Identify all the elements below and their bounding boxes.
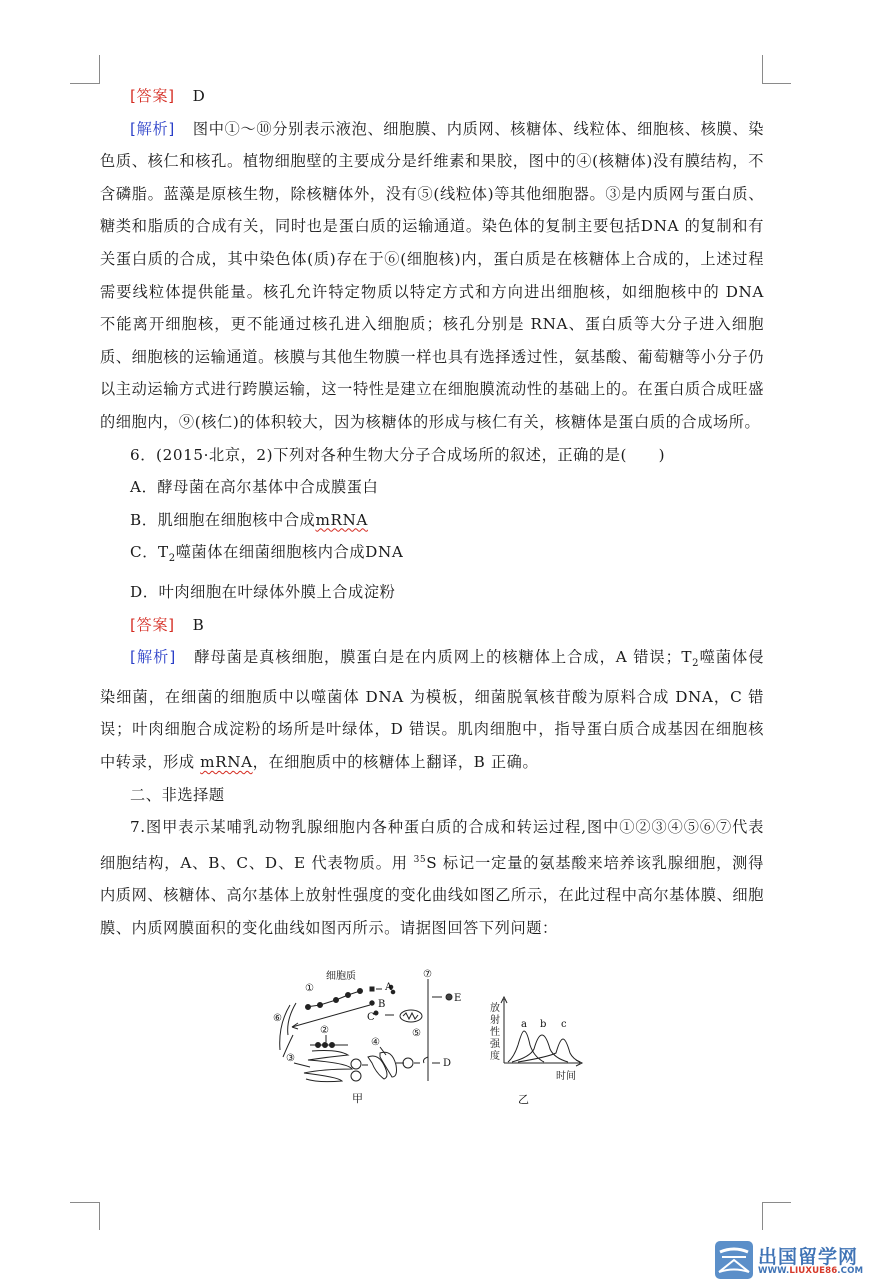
cell-membrane-arc (280, 1005, 290, 1050)
answer-label: [答案] (130, 615, 175, 634)
er-ribosome (323, 1043, 328, 1048)
figure-area (268, 965, 608, 1115)
ylabel-char-5: 度 (490, 1051, 500, 1062)
option-letter: B． (130, 510, 158, 529)
vesicle (351, 1059, 361, 1069)
answer-label: [答案] (130, 87, 175, 105)
url-suffix: .COM (837, 1266, 864, 1276)
watermark-url (758, 1266, 863, 1276)
analysis-2 (100, 641, 764, 778)
analysis-text-1: 酵母菌是真核细胞，膜蛋白是在内质网上的核糖体上合成，A 错误；T (193, 648, 693, 667)
option-subscript: 2 (168, 553, 176, 565)
ribosome (346, 993, 351, 998)
er-ribosome (316, 1043, 321, 1048)
mitochondrion-cristae (403, 1013, 418, 1019)
question-7-text-2: S 标记一定量的氨基酸来培养该乳腺细胞，测得内质网、核糖体、高尔基体上放射性强度的变化曲线如图乙所示，在此过程中高尔基体膜、细胞膜、内质网膜面积的变化曲线如图丙所示。请据图回答下列问题： (100, 853, 764, 937)
peak-label-b: b (540, 1019, 547, 1030)
vesicle (351, 1071, 361, 1081)
figure-jia-caption: 甲 (352, 1092, 363, 1105)
option-letter: A． (130, 478, 158, 497)
question-6-stem: 6．(2015·北京，2)下列对各种生物大分子合成场所的叙述，正确的是( ) (130, 445, 666, 464)
analysis-label: [解析] (130, 648, 176, 667)
label-5: ⑤ (412, 1028, 421, 1039)
question-6-option-a[interactable] (100, 471, 764, 504)
arrow-to-membrane (292, 1005, 370, 1027)
substance-e: E (454, 993, 462, 1004)
label-1: ① (305, 983, 314, 994)
ylabel-char-3: 性 (490, 1027, 500, 1038)
figure-jia-labels (273, 969, 461, 1105)
analysis-text: 图中①～⑩分别表示液泡、细胞膜、内质网、核糖体、线粒体、细胞核、核膜、染色质、核仁和核孔。植物细胞壁的主要成分是纤维素和果胶，图中的④(核糖体)没有膜结构，不含磷脂。蓝藻是原核生物，除核糖体外，没有⑤(线粒体)等其他细胞器。③是内质网与蛋白质、糖类和脂质的合成有关，同时也是蛋白质的运输通道。染色体的复制主要包括DNA 的复制和有关蛋白质的合成，其中染色体(质)存在于⑥(细胞核)内，蛋白质是在核糖体上合成的，上述过程需要线粒体提供能量。核孔允许特定物质以特定方式和方向进出细胞核，如细胞核中的 DNA 不能离开细胞核，更不能通过核孔进入细胞质；核孔分别是 RNA、蛋白质等大分子进入细胞质、细胞核的运输通道。核膜与其他生物膜一样也具有选择透过性，氨基酸、葡萄糖等小分子仍以主动运输方式进行跨膜运输，这一特性是建立在细胞膜流动性的基础上的。在蛋白质合成旺盛的细胞内，⑨(核仁)的体积较大，因为核糖体的形成与核仁有关，核糖体是蛋白质的合成场所。 (100, 119, 764, 431)
substance-d: D (443, 1058, 452, 1069)
watermark-title: 出国留学网 (758, 1246, 859, 1268)
question-6-option-c[interactable] (100, 536, 764, 576)
ribosome (334, 998, 339, 1003)
golgi-cisterna (380, 1052, 397, 1077)
analysis-text-3: ，在细胞质中的核糖体上翻译，B 正确。 (252, 752, 539, 771)
pointer-line-3 (294, 1063, 310, 1067)
answer-value: B (192, 615, 205, 634)
xlabel: 时间 (556, 1071, 576, 1082)
answer-2 (100, 609, 764, 642)
label-6: ⑥ (273, 1013, 282, 1024)
label-7: ⑦ (423, 969, 432, 980)
section-title: 二、非选择题 (130, 785, 225, 804)
crop-mark-bottom-left-h (70, 1202, 100, 1203)
substance-c: C (367, 1012, 375, 1023)
option-text-mrna: mRNA (315, 510, 368, 529)
option-text-t: T (158, 543, 169, 562)
cytoplasm-label: 细胞质 (326, 971, 356, 982)
watermark-logo (712, 1240, 872, 1282)
option-text: 噬菌体在细菌细胞核内合成DNA (175, 543, 404, 562)
figure-svg (268, 965, 608, 1115)
ribosome (318, 1003, 323, 1008)
label-2: ② (320, 1025, 329, 1036)
url-domain: LIUXUE86 (789, 1266, 838, 1276)
substance-a: A (385, 982, 393, 993)
answer-value: D (192, 87, 206, 105)
option-text: 叶肉细胞在叶绿体外膜上合成淀粉 (158, 582, 396, 601)
ribosome (358, 989, 363, 994)
label-3: ③ (286, 1053, 295, 1064)
figure-jia-diagram (280, 979, 452, 1082)
crop-mark-top-left-h (70, 83, 100, 84)
ylabel-char-1: 放 (490, 1003, 500, 1014)
peak-label-c: c (561, 1019, 567, 1030)
analysis-text-mrna: mRNA (200, 752, 253, 771)
figure-yi-labels (490, 1001, 576, 1106)
crop-mark-top-right-h (762, 83, 791, 84)
golgi-cisterna (368, 1056, 387, 1079)
figure-yi-caption: 乙 (518, 1093, 529, 1106)
analysis-1 (100, 113, 764, 439)
question-6-option-b[interactable] (100, 504, 764, 537)
label-4: ④ (371, 1037, 380, 1048)
answer-1 (100, 80, 764, 113)
question-7-text-1: 7.图甲表示某哺乳动物乳腺细胞内各种蛋白质的合成和转运过程,图中①②③④⑤⑥⑦代表细胞结构，A、B、C、D、E 代表物质。用 (100, 818, 764, 872)
analysis-subscript: 2 (692, 658, 700, 670)
endoplasmic-reticulum (304, 1051, 352, 1082)
document-page (100, 80, 764, 945)
curve-a (508, 1031, 544, 1062)
option-text: 酵母菌在高尔基体中合成膜蛋白 (157, 478, 379, 497)
polyribosome-strand (306, 991, 360, 1007)
crop-mark-bottom-right-h (762, 1202, 791, 1203)
analysis-text-2: 噬菌体侵染细菌，在细菌的细胞质中以噬菌体 DNA 为模板，细菌脱氧核苷酸为原料合成 DNA，C 错误；叶肉细胞合成淀粉的场所是叶绿体，D 错误。肌肉细胞中，指导蛋白质合成基因在细胞核中转录，形成 (100, 648, 764, 771)
substance-e-shape (446, 994, 452, 1000)
option-letter: C． (130, 543, 159, 562)
question-6-option-d[interactable] (100, 576, 764, 609)
analysis-label: [解析] (130, 119, 175, 138)
isotope-superscript: 35 (413, 854, 427, 865)
substance-b: B (378, 999, 386, 1010)
crop-mark-bottom-left-v (99, 1202, 100, 1230)
url-prefix: WWW. (758, 1266, 790, 1276)
ribosome (306, 1005, 311, 1010)
curve-c (518, 1039, 580, 1062)
figure-yi-chart (501, 997, 582, 1066)
option-text: 肌细胞在细胞核中合成 (157, 510, 316, 529)
pointer-line-4 (380, 1047, 386, 1055)
crop-mark-bottom-right-v (762, 1202, 763, 1230)
question-7 (100, 811, 764, 944)
exocytosis-pocket (424, 1057, 429, 1063)
option-letter: D． (130, 582, 159, 601)
secretory-vesicle (403, 1058, 413, 1068)
peak-label-a: a (521, 1019, 527, 1030)
logo-icon (714, 1240, 754, 1280)
substance-a-shape (370, 987, 374, 991)
substance-b-shape (370, 1001, 374, 1005)
er-ribosome (330, 1043, 335, 1048)
ylabel-char-4: 强 (490, 1039, 500, 1050)
ylabel-char-2: 射 (490, 1015, 500, 1026)
